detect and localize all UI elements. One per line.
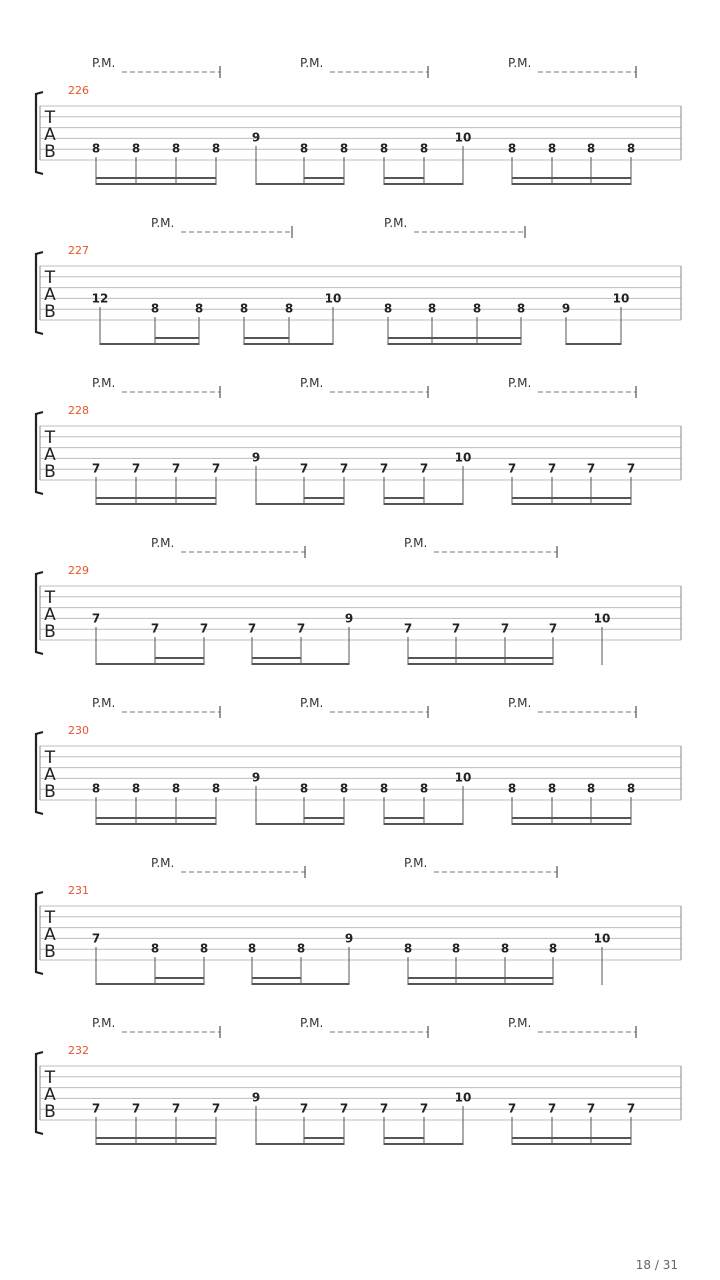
palm-mute-label: P.M.	[92, 1016, 116, 1030]
fret-number: 7	[548, 621, 558, 636]
tab-clef-t: T	[44, 748, 56, 768]
palm-mute-label: P.M.	[151, 856, 175, 870]
fret-number: 7	[91, 611, 101, 626]
fret-number: 8	[419, 141, 429, 156]
tab-clef-b: B	[44, 302, 56, 322]
tab-clef-a: A	[44, 605, 56, 625]
fret-number: 7	[171, 1101, 181, 1116]
bar-number: 232	[68, 1044, 89, 1057]
fret-number: 7	[419, 461, 429, 476]
fret-number: 9	[251, 770, 261, 785]
staff-system-231	[36, 856, 681, 985]
palm-mute-label: P.M.	[508, 696, 532, 710]
fret-number: 8	[199, 941, 209, 956]
tab-clef-b: B	[44, 142, 56, 162]
fret-number: 7	[500, 621, 510, 636]
fret-number: 7	[150, 621, 160, 636]
tab-clef-t: T	[44, 268, 56, 288]
staff-system-227	[36, 216, 681, 345]
fret-number: 7	[91, 931, 101, 946]
fret-number: 9	[344, 931, 354, 946]
staff-system-226	[36, 56, 681, 185]
fret-number: 9	[251, 450, 261, 465]
fret-number: 10	[324, 291, 342, 306]
fret-number: 7	[379, 461, 389, 476]
fret-number: 8	[247, 941, 257, 956]
fret-number: 8	[379, 781, 389, 796]
palm-mute-label: P.M.	[300, 376, 324, 390]
fret-number: 10	[454, 770, 472, 785]
fret-number: 8	[339, 781, 349, 796]
staff-system-228	[36, 376, 681, 505]
fret-number: 7	[339, 1101, 349, 1116]
palm-mute-label: P.M.	[508, 376, 532, 390]
fret-number: 8	[451, 941, 461, 956]
fret-number: 8	[171, 781, 181, 796]
bar-number: 226	[68, 84, 89, 97]
fret-number: 8	[586, 141, 596, 156]
fret-number: 8	[383, 301, 393, 316]
palm-mute-label: P.M.	[92, 56, 116, 70]
fret-number: 7	[131, 1101, 141, 1116]
tab-clef-b: B	[44, 942, 56, 962]
fret-number: 7	[586, 1101, 596, 1116]
fret-number: 7	[547, 1101, 557, 1116]
fret-number: 9	[251, 1090, 261, 1105]
fret-number: 7	[91, 461, 101, 476]
fret-number: 8	[211, 141, 221, 156]
bar-number: 228	[68, 404, 89, 417]
fret-number: 9	[251, 130, 261, 145]
fret-number: 7	[586, 461, 596, 476]
fret-number: 8	[507, 141, 517, 156]
palm-mute-label: P.M.	[92, 376, 116, 390]
tab-clef-a: A	[44, 445, 56, 465]
fret-number: 7	[507, 1101, 517, 1116]
tab-clef-t: T	[44, 908, 56, 928]
fret-number: 9	[344, 611, 354, 626]
staff-system-229	[36, 536, 681, 665]
fret-number: 7	[507, 461, 517, 476]
fret-number: 8	[150, 941, 160, 956]
fret-number: 8	[547, 141, 557, 156]
fret-number: 8	[379, 141, 389, 156]
fret-number: 7	[211, 1101, 221, 1116]
fret-number: 8	[150, 301, 160, 316]
fret-number: 8	[427, 301, 437, 316]
fret-number: 12	[91, 291, 109, 306]
fret-number: 10	[593, 611, 611, 626]
fret-number: 8	[211, 781, 221, 796]
fret-number: 10	[454, 450, 472, 465]
fret-number: 7	[91, 1101, 101, 1116]
fret-number: 7	[403, 621, 413, 636]
fret-number: 8	[131, 781, 141, 796]
fret-number: 7	[247, 621, 257, 636]
tab-clef-a: A	[44, 125, 56, 145]
fret-number: 8	[239, 301, 249, 316]
palm-mute-label: P.M.	[404, 856, 428, 870]
fret-number: 8	[586, 781, 596, 796]
fret-number: 10	[593, 931, 611, 946]
fret-number: 8	[339, 141, 349, 156]
tab-clef-a: A	[44, 925, 56, 945]
tab-clef-b: B	[44, 1102, 56, 1122]
bar-number: 229	[68, 564, 89, 577]
fret-number: 8	[472, 301, 482, 316]
fret-number: 7	[299, 1101, 309, 1116]
fret-number: 8	[91, 781, 101, 796]
fret-number: 8	[516, 301, 526, 316]
palm-mute-label: P.M.	[508, 56, 532, 70]
fret-number: 8	[403, 941, 413, 956]
fret-number: 7	[626, 1101, 636, 1116]
fret-number: 7	[171, 461, 181, 476]
palm-mute-label: P.M.	[92, 696, 116, 710]
fret-number: 7	[339, 461, 349, 476]
staff-system-232	[36, 1016, 681, 1145]
palm-mute-label: P.M.	[508, 1016, 532, 1030]
fret-number: 7	[131, 461, 141, 476]
fret-number: 7	[419, 1101, 429, 1116]
palm-mute-label: P.M.	[300, 696, 324, 710]
fret-number: 8	[547, 781, 557, 796]
fret-number: 7	[379, 1101, 389, 1116]
fret-number: 8	[284, 301, 294, 316]
fret-number: 10	[454, 1090, 472, 1105]
fret-number: 9	[561, 301, 571, 316]
fret-number: 8	[194, 301, 204, 316]
fret-number: 8	[131, 141, 141, 156]
palm-mute-label: P.M.	[151, 216, 175, 230]
tab-clef-t: T	[44, 1068, 56, 1088]
palm-mute-label: P.M.	[404, 536, 428, 550]
tab-clef-a: A	[44, 285, 56, 305]
fret-number: 8	[626, 781, 636, 796]
tab-clef-a: A	[44, 1085, 56, 1105]
fret-number: 8	[91, 141, 101, 156]
fret-number: 10	[454, 130, 472, 145]
fret-number: 8	[296, 941, 306, 956]
bar-number: 230	[68, 724, 89, 737]
tab-clef-a: A	[44, 765, 56, 785]
fret-number: 8	[171, 141, 181, 156]
palm-mute-label: P.M.	[300, 56, 324, 70]
fret-number: 8	[419, 781, 429, 796]
palm-mute-label: P.M.	[151, 536, 175, 550]
fret-number: 10	[612, 291, 630, 306]
bar-number: 227	[68, 244, 89, 257]
fret-number: 7	[296, 621, 306, 636]
fret-number: 7	[299, 461, 309, 476]
fret-number: 7	[211, 461, 221, 476]
palm-mute-label: P.M.	[384, 216, 408, 230]
tab-clef-b: B	[44, 462, 56, 482]
fret-number: 7	[626, 461, 636, 476]
fret-number: 8	[500, 941, 510, 956]
fret-number: 8	[548, 941, 558, 956]
palm-mute-label: P.M.	[300, 1016, 324, 1030]
tab-clef-b: B	[44, 782, 56, 802]
staff-system-230	[36, 696, 681, 825]
tab-clef-b: B	[44, 622, 56, 642]
fret-number: 7	[199, 621, 209, 636]
page-number: 18 / 31	[635, 1258, 678, 1272]
tab-clef-t: T	[44, 588, 56, 608]
fret-number: 8	[299, 781, 309, 796]
fret-number: 8	[626, 141, 636, 156]
fret-number: 8	[507, 781, 517, 796]
fret-number: 7	[451, 621, 461, 636]
tab-clef-t: T	[44, 428, 56, 448]
fret-number: 7	[547, 461, 557, 476]
bar-number: 231	[68, 884, 89, 897]
tab-clef-t: T	[44, 108, 56, 128]
fret-number: 8	[299, 141, 309, 156]
